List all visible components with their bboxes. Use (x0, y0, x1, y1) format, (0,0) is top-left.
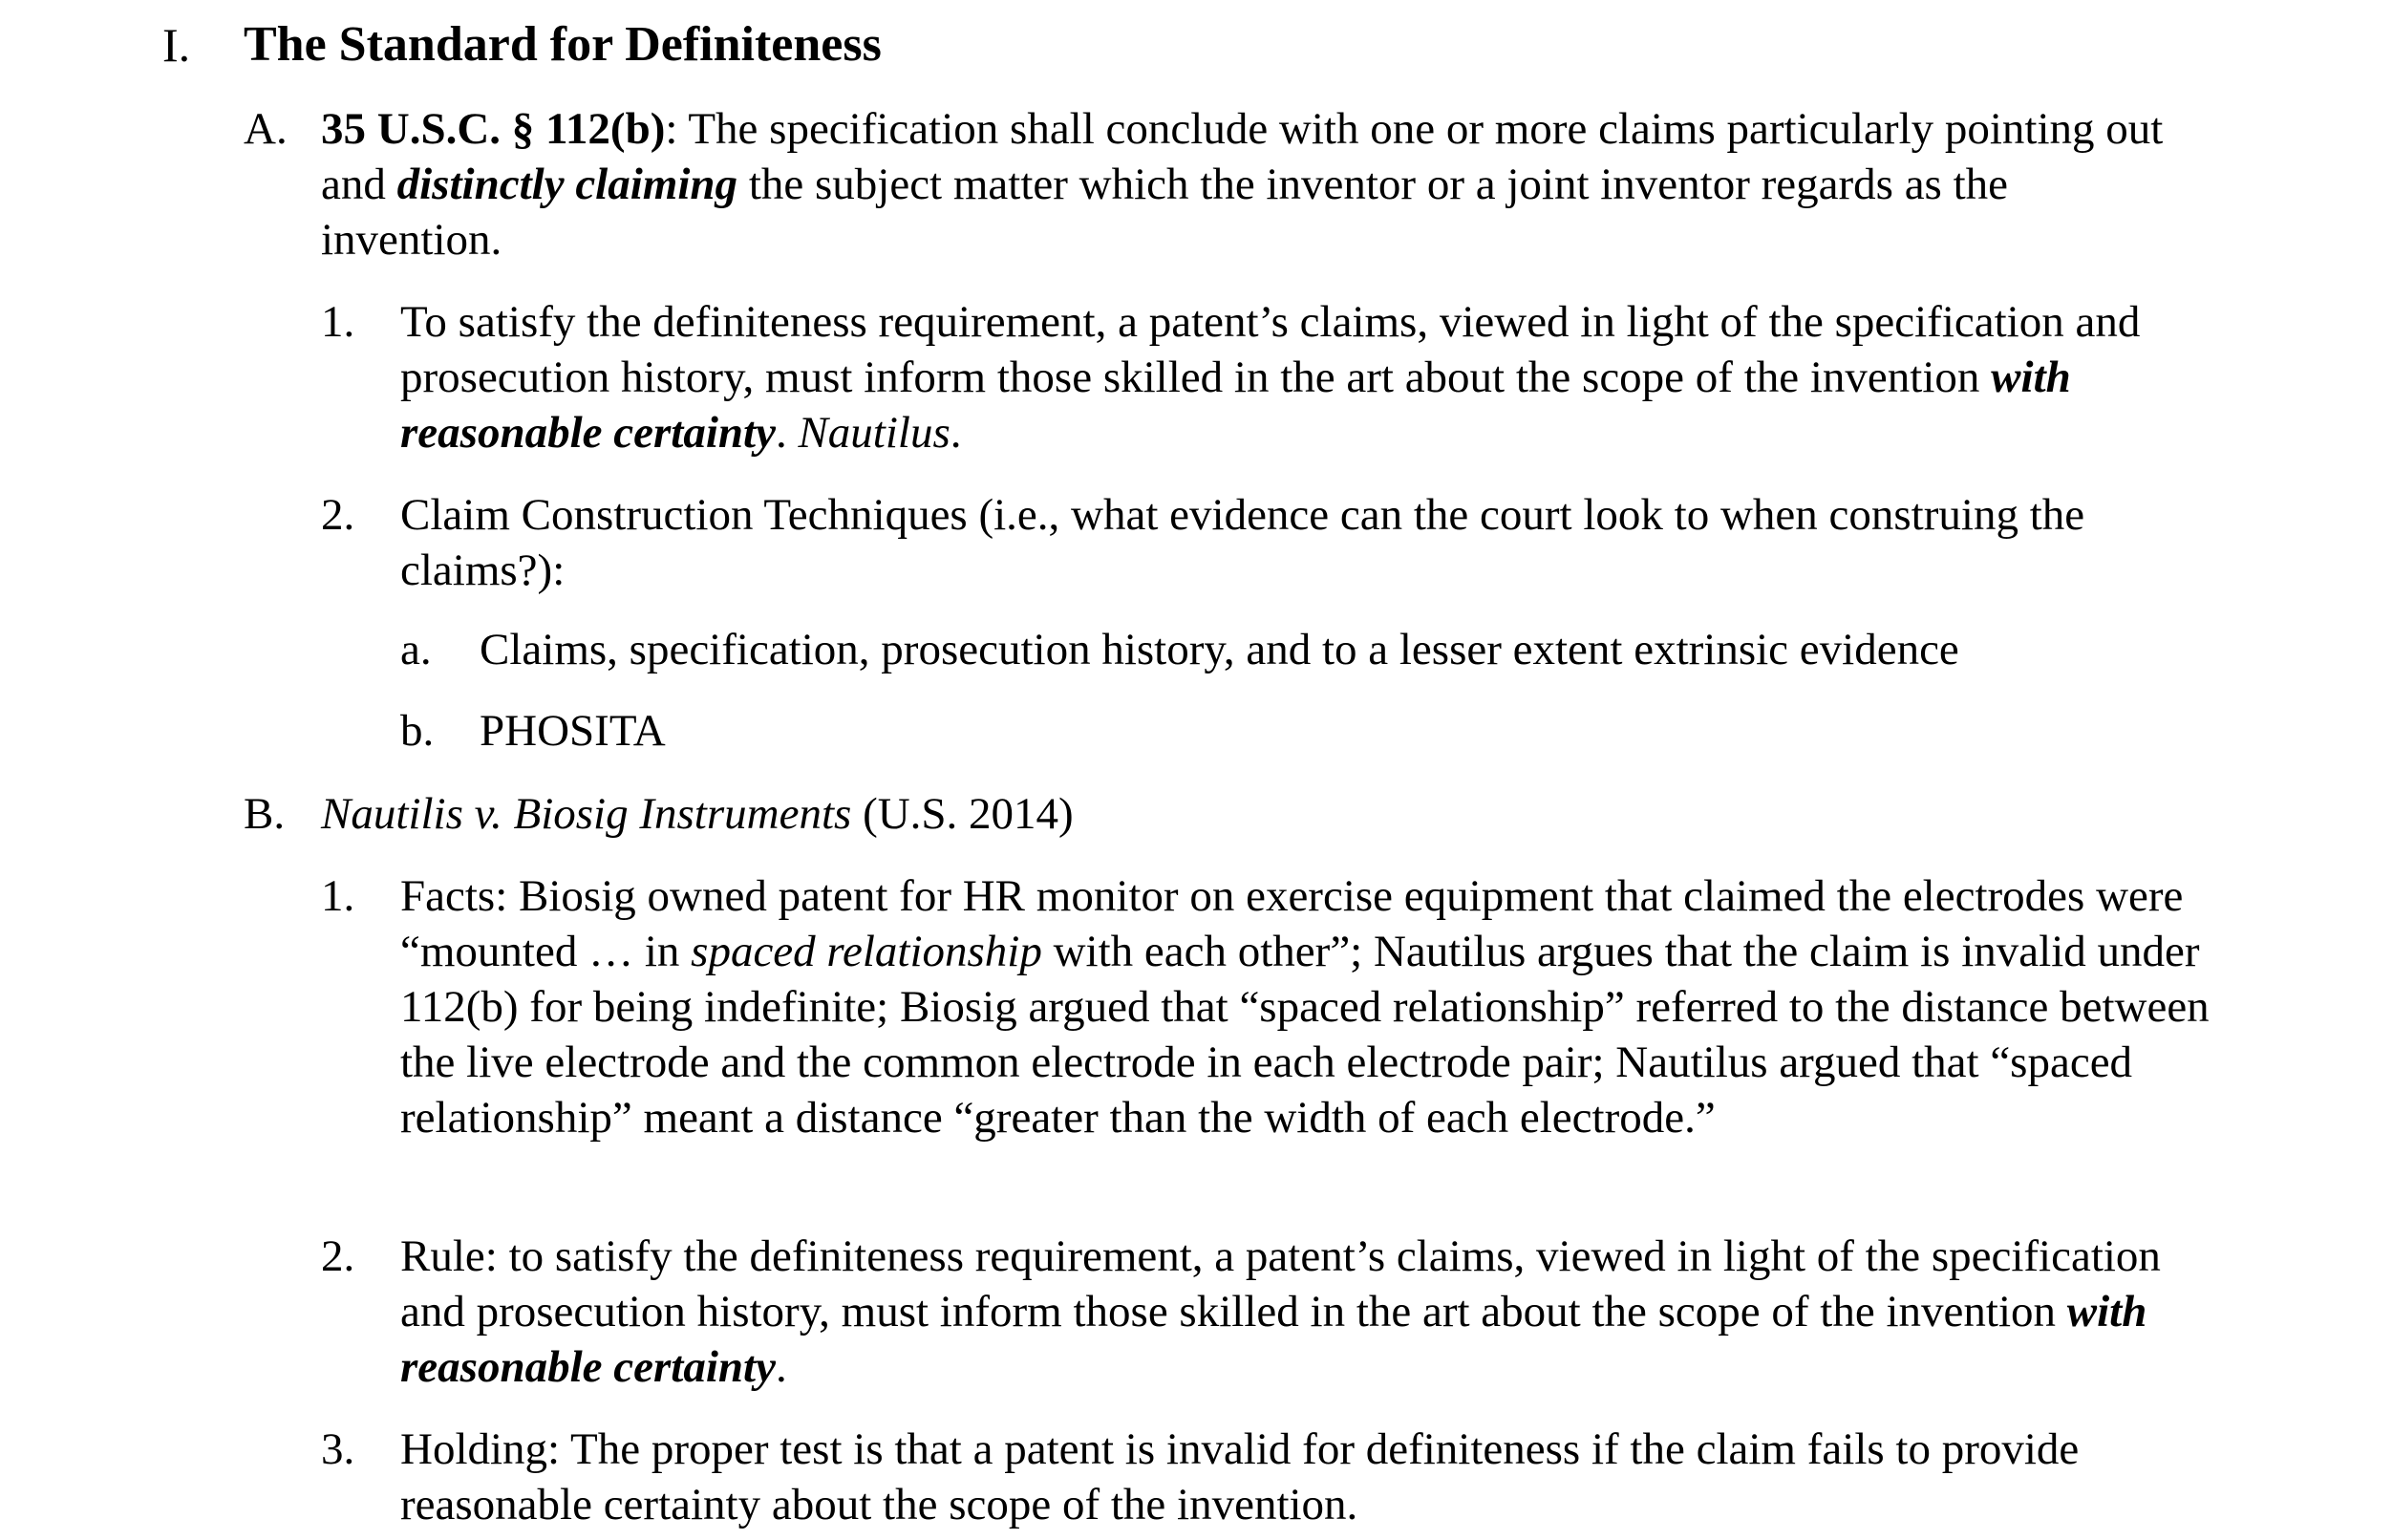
item-a-marker: A. (244, 104, 288, 154)
item-text-part: . (775, 1342, 787, 1392)
item-text: Claim Construction Techniques (i.e., what evidence can the court look to when construing the claims?): (400, 490, 2085, 595)
item-text: PHOSITA (480, 706, 666, 756)
item-a-text-part: the subject matter which the inventor or a joint inventor regards as the invention. (321, 160, 2009, 265)
item-text-part: . (775, 408, 799, 458)
item-marker: 1. (321, 871, 355, 921)
item-text-part: with each other”; Nautilus argues that the claim is invalid under 112(b) for being indefinite; Biosig argued that “spaced relationship” referred to the distance between the live electrode and the common electrode in each electrode pair; Nautilus argued that “spaced relationship” meant a distance “greater than the width of each electrode.” (400, 927, 2210, 1143)
item-text-part: Facts: Biosig owned patent for HR monitor on exercise equipment that claimed the electrodes were “mounted … in (400, 871, 2184, 976)
emphasis-reasonable-certainty: with reasonable certainty (400, 353, 2071, 458)
item-text-part: . (950, 408, 962, 458)
item-text-part: Rule: to satisfy the definiteness requirement, a patent’s claims, viewed in light of the specification and prosecution history, must inform those skilled in the art about the scope of the invention (400, 1231, 2161, 1337)
item-text: Holding: The proper test is that a patent is invalid for definiteness if the claim fails to provide reasonable certainty about the scope of the invention. (400, 1424, 2080, 1529)
item-marker: 2. (321, 490, 355, 540)
case-reference: Nautilus (798, 408, 950, 458)
item-text: Claims, specification, prosecution history, and to a lesser extent extrinsic evidence (480, 625, 1959, 674)
item-marker: 1. (321, 297, 355, 347)
item-marker: a. (400, 625, 432, 674)
item-text (400, 1229, 2210, 1395)
item-b-text (321, 786, 2212, 842)
item-text (400, 294, 2239, 460)
statute-citation: 35 U.S.C. § 112(b) (321, 104, 666, 154)
section-title: The Standard for Definiteness (244, 17, 882, 72)
section-marker: I. (162, 18, 191, 72)
item-marker: 2. (321, 1231, 355, 1281)
case-citation: (U.S. 2014) (851, 789, 1074, 839)
item-text (400, 868, 2230, 1145)
item-a-text-part: : The specification shall conclude with one or more claims particularly pointing out and (321, 104, 2164, 209)
item-b-marker: B. (244, 789, 286, 839)
emphasis-distinctly-claiming: distinctly claiming (396, 160, 738, 209)
case-name: Nautilis v. Biosig Instruments (321, 789, 852, 839)
item-a-text (321, 101, 2193, 267)
item-marker: 3. (321, 1424, 355, 1474)
item-marker: b. (400, 706, 435, 756)
item-text-part: To satisfy the definiteness requirement, a patent’s claims, viewed in light of the specification and prosecution history, must inform those skilled in the art about the scope of the invention (400, 297, 2141, 402)
emphasis-reasonable-certainty: with reasonable certainty (400, 1287, 2147, 1392)
emphasis-spaced-relationship: spaced relationship (691, 927, 1042, 976)
